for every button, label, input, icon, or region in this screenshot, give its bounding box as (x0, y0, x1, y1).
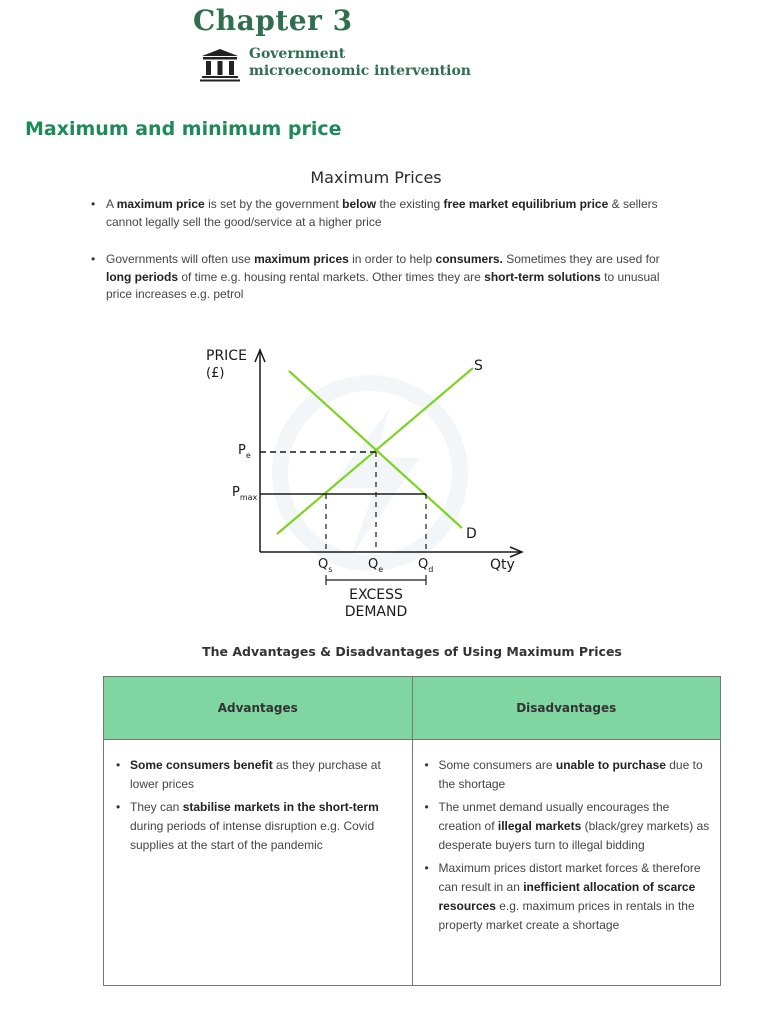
demand-label: D (466, 526, 477, 542)
disadvantage-item: • Maximum prices distort market forces & therefore can result in an inefficient allocation of scarce resources e.g. maximum prices in rentals in the property market create a shortage (423, 859, 711, 935)
chapter-subtitle-line-2: microeconomic intervention (249, 63, 471, 79)
disadvantages-header: Disadvantages (412, 677, 721, 740)
section-title: Maximum and minimum price (25, 118, 342, 140)
disadvantages-cell (412, 740, 721, 986)
intro-bullet-list (90, 196, 665, 304)
supply-label: S (474, 358, 483, 374)
qd-label: $Q_d$ (418, 557, 434, 574)
x-axis-label: Qty (490, 557, 515, 573)
chapter-title: Chapter 3 (193, 4, 353, 37)
chapter-subtitle (200, 46, 471, 82)
disadvantage-item: • The unmet demand usually encourages the creation of illegal markets (black/grey markets) as desperate buyers turn to illegal bidding (423, 798, 711, 855)
advantages-cell (104, 740, 413, 986)
equilibrium-price-label: $P_e$ (238, 443, 251, 460)
disadvantages-list (413, 740, 721, 935)
government-building-icon (200, 48, 240, 82)
advantages-disadvantages-table (103, 676, 721, 986)
advantage-item: • Some consumers benefit as they purchase at lower prices (114, 756, 402, 794)
y-axis-label: PRICE (206, 348, 247, 364)
max-price-label: $P_{max}$ (232, 485, 258, 502)
qe-label: $Q_e$ (368, 557, 384, 574)
diagram-watermark (280, 383, 460, 563)
table-title: The Advantages & Disadvantages of Using Maximum Prices (202, 644, 622, 659)
document-title: Maximum Prices (310, 168, 442, 187)
y-axis-unit: (£) (206, 366, 225, 381)
qs-label: $Q_s$ (318, 557, 333, 574)
excess-demand-label-2: DEMAND (344, 604, 408, 620)
advantages-header: Advantages (104, 677, 413, 740)
excess-demand-label-1: EXCESS (349, 587, 403, 603)
intro-bullet: • Governments will often use maximum prices in order to help consumers. Sometimes they are used for long periods of time e.g. housing rental markets. Other times they are short-term solutions to unusual price increases e.g. petrol (90, 251, 665, 304)
intro-bullet: • A maximum price is set by the government below the existing free market equilibrium price & sellers cannot legally sell the good/service at a higher price (90, 196, 665, 231)
chapter-subtitle-line-1: Government (249, 46, 346, 62)
advantages-list (104, 740, 412, 855)
disadvantage-item: • Some consumers are unable to purchase due to the shortage (423, 756, 711, 794)
advantage-item: • They can stabilise markets in the short-term during periods of intense disruption e.g. Covid supplies at the start of the pandemic (114, 798, 402, 855)
maximum-price-diagram (190, 338, 530, 628)
